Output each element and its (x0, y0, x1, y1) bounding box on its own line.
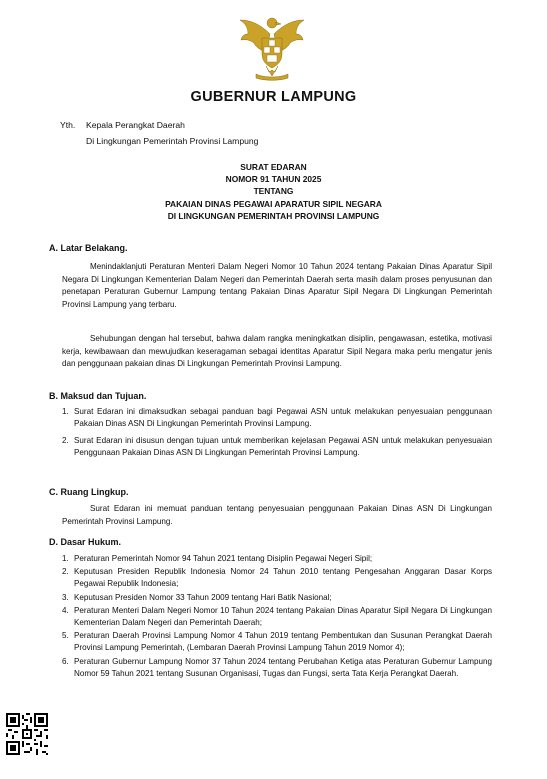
garuda-emblem-icon (236, 14, 308, 82)
list-item-text: Peraturan Gubernur Lampung Nomor 37 Tahun 2024 tentang Perubahan Ketiga atas Peraturan Gubernur Lampung Nomor 59 Tahun 2021 tentang Susunan Organisasi, Tugas dan Fungsi, serta Tata Kerja Perangkat Daerah. (74, 656, 492, 678)
list-item-text: Keputusan Presiden Republik Indonesia Nomor 24 Tahun 2010 tentang Pengesahan Anggaran Dasar Korps Pegawai Republik Indonesia; (74, 567, 492, 589)
list-item-number: 2. (62, 567, 69, 577)
list-item (62, 605, 492, 629)
addressee-line-2: Di Lingkungan Pemerintah Provinsi Lampung (86, 136, 259, 146)
section-d-title: D. Dasar Hukum. (49, 537, 122, 547)
section-c-paragraph-1: Surat Edaran ini memuat panduan tentang penyesuaian penggunaan Pakaian Dinas ASN Di Lingkungan Pemerintah Provinsi Lampung. (62, 504, 492, 526)
letter-heading (0, 161, 547, 222)
list-item-text: Peraturan Daerah Provinsi Lampung Nomor 4 Tahun 2019 tentang Pembentukan dan Susunan Perangkat Daerah Provinsi Lampung Pemerintah, (Lembaran Daerah Provinsi Lampung Tahun 2019 Nomor 4); (74, 631, 492, 653)
list-item-number: 1. (62, 554, 69, 563)
section-a-title: A. Latar Belakang. (49, 243, 128, 253)
heading-type: SURAT EDARAN (240, 162, 307, 172)
section-d-list (62, 553, 492, 680)
list-item-number: 1. (62, 407, 69, 416)
qr-code-icon (6, 713, 48, 755)
list-item-number: 2. (62, 435, 69, 445)
list-item (62, 656, 492, 680)
list-item-text: Surat Edaran ini dimaksudkan sebagai panduan bagi Pegawai ASN untuk melakukan penyesuaian penggunaan Pakaian Dinas ASN Di Lingkungan Pemerintah Provinsi Lampung. (74, 407, 492, 429)
list-item-text: Peraturan Menteri Dalam Negeri Nomor 10 Tahun 2024 tentang Pakaian Dinas Aparatur Sipil Negara Di Lingkungan Kementerian Dalam Negeri dan Pemerintah Daerah; (74, 605, 492, 628)
heading-number: NOMOR 91 TAHUN 2025 (225, 174, 322, 185)
list-item-text: Peraturan Pemerintah Nomor 94 Tahun 2021 tentang Disiplin Pegawai Negeri Sipil; (74, 554, 373, 563)
list-item (62, 435, 492, 460)
heading-subject-1: PAKAIAN DINAS PEGAWAI APARATUR SIPIL NEGARA (165, 198, 382, 209)
list-item (62, 406, 492, 431)
section-c-title: C. Ruang Lingkup. (49, 487, 129, 497)
section-a-paragraph-2: Sehubungan dengan hal tersebut, bahwa dalam rangka meningkatkan disiplin, pengawasan, estetika, motivasi kerja, kewibawaan dan mewujudkan keseragaman sebagai identitas Aparatur Sipil Negara maka perlu mengatur jenis dan penggunaan pakaian dinas Di Lingkungan Pemerintah Provinsi Lampung. (62, 334, 492, 369)
list-item-number: 5. (62, 631, 69, 641)
list-item-text: Keputusan Presiden Nomor 33 Tahun 2009 tentang Hari Batik Nasional; (74, 592, 332, 602)
section-b-title: B. Maksud dan Tujuan. (49, 391, 147, 401)
addressee-line-1: Kepala Perangkat Daerah (86, 120, 185, 130)
section-a-paragraph-1: Menindaklanjuti Peraturan Menteri Dalam Negeri Nomor 10 Tahun 2024 tentang Pakaian Dinas Aparatur Sipil Negara Di Lingkungan Kementerian Dalam Negeri dan Pemerintah Daerah serta masih dalam proses penyusunan dan penetapan Peraturan Gubernur Lampung tentang Pakaian Dinas Aparatur Sipil Negara Di Lingkungan Pemerintah Provinsi Lampung yang terbaru. (62, 262, 492, 309)
list-item (62, 566, 492, 590)
list-item (62, 630, 492, 654)
list-item-number: 6. (62, 656, 69, 666)
list-item-number: 3. (62, 592, 69, 602)
heading-subject-2: DI LINGKUNGAN PEMERINTAH PROVINSI LAMPUNG (167, 210, 380, 221)
list-item (62, 592, 492, 604)
heading-about: TENTANG (253, 186, 294, 197)
list-item (62, 553, 492, 565)
addressee-label: Yth. (60, 120, 76, 130)
section-b-list (62, 406, 492, 460)
list-item-number: 4. (62, 605, 69, 615)
list-item-text: Surat Edaran ini disusun dengan tujuan untuk memberikan kejelasan Pegawai ASN untuk melakukan penyesuaian Penggunaan Pakaian Dinas ASN Di Lingkungan Pemerintah Provinsi Lampung. (74, 435, 492, 458)
governor-title: GUBERNUR LAMPUNG (190, 89, 357, 105)
